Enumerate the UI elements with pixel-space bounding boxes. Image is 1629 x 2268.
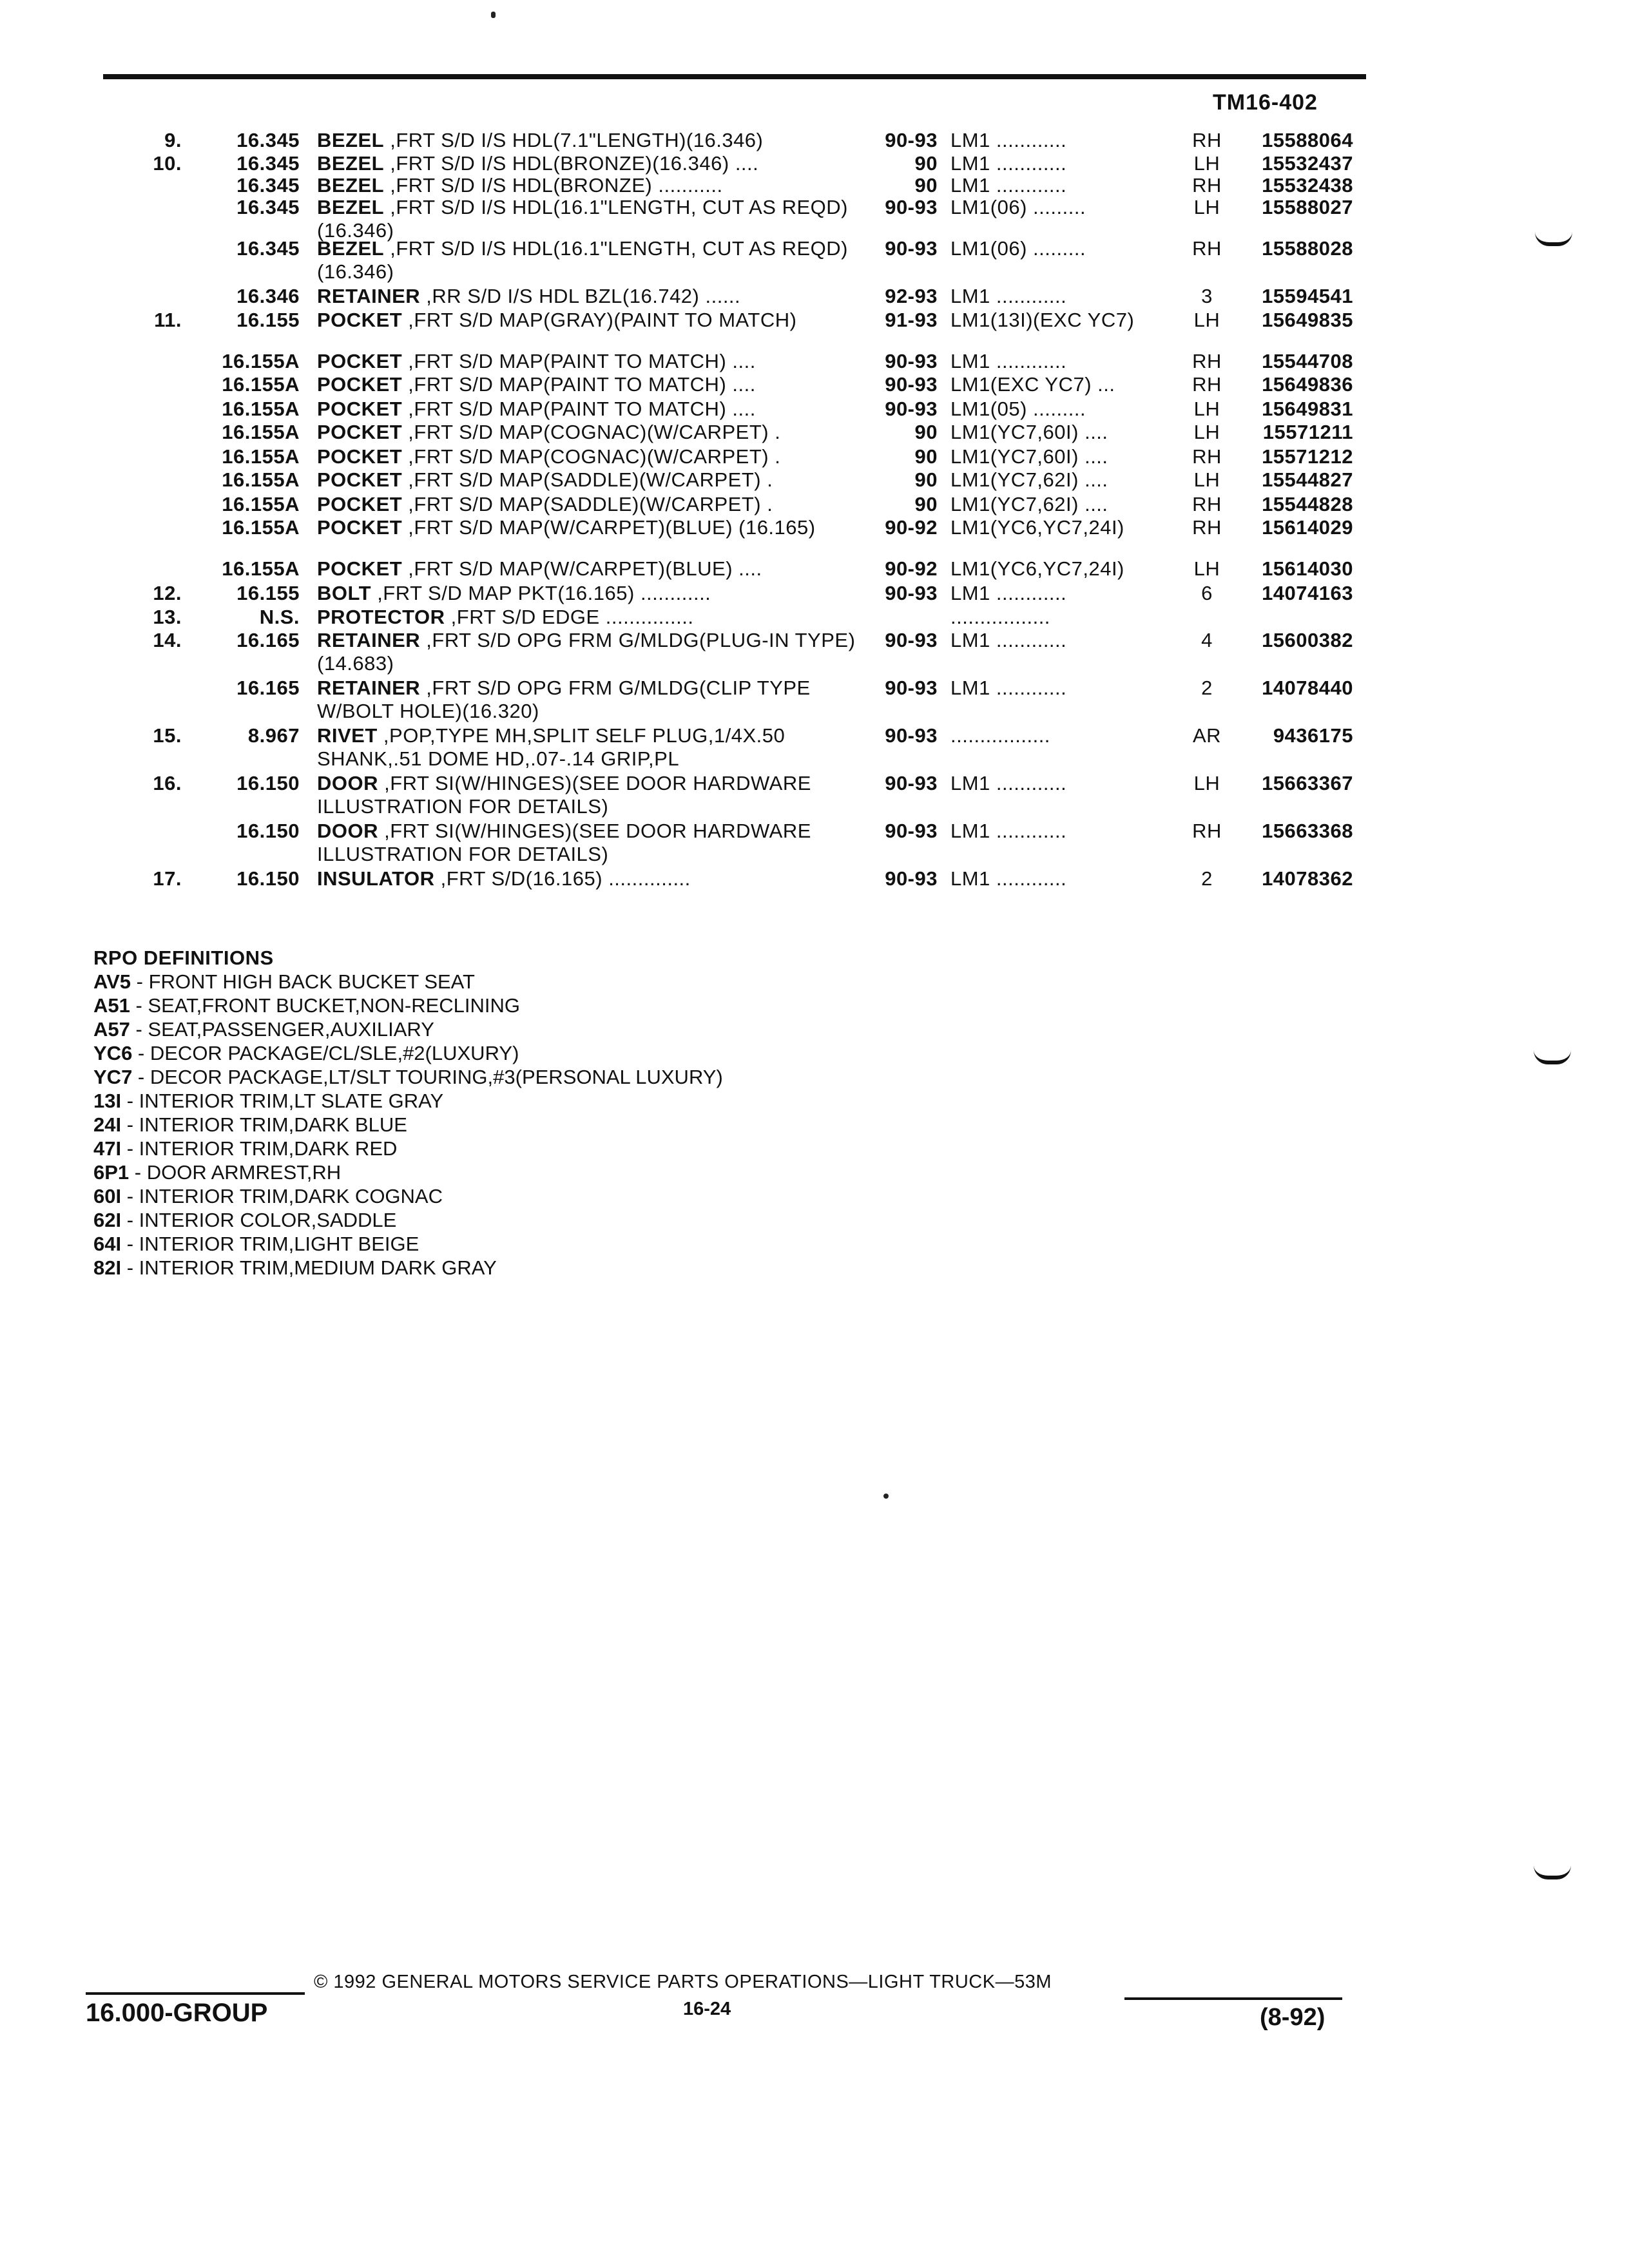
part-row: [0, 677, 1629, 724]
part-row: [0, 724, 1629, 772]
quantity: RH: [1192, 237, 1222, 260]
part-name: POCKET: [317, 350, 403, 372]
rpo-code: 6P1: [93, 1161, 130, 1184]
part-row: [0, 398, 1629, 421]
part-description: [317, 237, 865, 284]
model-years: 90-93: [885, 867, 938, 890]
part-number: 15614029: [1262, 516, 1353, 539]
part-description: [317, 606, 865, 629]
illustration-ref: 16.155A: [222, 421, 300, 443]
model-years: 90-92: [885, 516, 938, 539]
rpo-description: - SEAT,FRONT BUCKET,NON-RECLINING: [130, 994, 521, 1017]
part-number: 15614030: [1262, 557, 1353, 580]
model-years: 90-92: [885, 557, 938, 580]
model-years: 90-93: [885, 350, 938, 372]
quantity: RH: [1192, 516, 1222, 539]
part-detail: ,FRT S/D I/S HDL(BRONZE)(16.346) ....: [384, 152, 759, 175]
part-row: [0, 174, 1629, 196]
illustration-ref: 16.155A: [222, 398, 300, 420]
rpo-item: [93, 1160, 723, 1184]
rpo-item: [93, 1256, 723, 1280]
illustration-ref: 16.165: [236, 677, 300, 699]
part-detail: ,FRT S/D MAP(W/CARPET)(BLUE) (16.165): [402, 516, 816, 539]
quantity: LH: [1193, 309, 1220, 331]
quantity: 3: [1201, 285, 1213, 307]
rpo-code: YC7: [93, 1066, 133, 1088]
model-code: LM1 ............: [950, 152, 1067, 175]
illustration-ref: 16.155A: [222, 516, 300, 539]
part-row: [0, 152, 1629, 174]
footer-rule-right: [1124, 1997, 1342, 2000]
rpo-description: - INTERIOR TRIM,LIGHT BEIGE: [121, 1233, 419, 1255]
part-description: [317, 373, 865, 396]
part-number: 15588064: [1262, 129, 1353, 151]
part-row: [0, 309, 1629, 350]
part-name: BEZEL: [317, 196, 385, 218]
rpo-description: - DECOR PACKAGE,LT/SLT TOURING,#3(PERSONAL LUXURY): [132, 1066, 723, 1088]
illustration-ref: N.S.: [259, 606, 300, 628]
rpo-definitions: [93, 946, 723, 1280]
model-years: 90-93: [885, 582, 938, 604]
part-detail: ,FRT S/D OPG FRM G/MLDG(CLIP TYPE W/BOLT HOLE)(16.320): [317, 677, 811, 722]
part-number: 15571211: [1262, 421, 1353, 443]
model-years: 90: [914, 468, 938, 491]
part-detail: ,FRT S/D MAP(COGNAC)(W/CARPET) .: [402, 421, 781, 443]
model-code: LM1(13I)(EXC YC7): [950, 309, 1135, 331]
rpo-description: - INTERIOR TRIM,MEDIUM DARK GRAY: [121, 1256, 497, 1279]
rpo-item: [93, 1232, 723, 1256]
part-row: [0, 606, 1629, 629]
part-row: [0, 772, 1629, 820]
model-years: 90: [914, 421, 938, 443]
model-years: 90-93: [885, 398, 938, 420]
part-description: [317, 421, 865, 444]
part-description: [317, 629, 865, 675]
part-detail: ,FRT S/D MAP(SADDLE)(W/CARPET) .: [402, 493, 773, 515]
part-description: [317, 516, 865, 539]
model-years: 91-93: [885, 309, 938, 331]
part-detail: ,FRT S/D MAP(W/CARPET)(BLUE) ....: [402, 557, 762, 580]
part-name: INSULATOR: [317, 867, 435, 890]
document-id: TM16-402: [1213, 90, 1318, 115]
illustration-ref: 16.150: [236, 772, 300, 794]
part-detail: ,FRT S/D MAP(SADDLE)(W/CARPET) .: [402, 468, 773, 491]
part-detail: ,FRT SI(W/HINGES)(SEE DOOR HARDWARE ILLUSTRATION FOR DETAILS): [317, 820, 811, 865]
part-name: POCKET: [317, 309, 403, 331]
quantity: LH: [1193, 557, 1220, 580]
part-number: 15544828: [1262, 493, 1353, 515]
illustration-ref: 16.345: [236, 174, 300, 197]
part-detail: ,FRT S/D MAP(COGNAC)(W/CARPET) .: [402, 445, 781, 468]
part-description: [317, 285, 865, 308]
illustration-ref: 16.155A: [222, 445, 300, 468]
part-name: BOLT: [317, 582, 372, 604]
part-description: [317, 557, 865, 581]
copyright-text: © 1992 GENERAL MOTORS SERVICE PARTS OPERATIONS—LIGHT TRUCK—53M: [314, 1972, 1052, 1992]
part-number: 15544708: [1262, 350, 1353, 372]
part-number: 14078362: [1262, 867, 1353, 890]
illustration-ref: 16.345: [236, 152, 300, 175]
part-number: 14078440: [1262, 677, 1353, 699]
illustration-ref: 16.155A: [222, 557, 300, 580]
quantity: LH: [1193, 772, 1220, 794]
part-number: 15571212: [1262, 445, 1353, 468]
rpo-item: [93, 994, 723, 1017]
part-row: [0, 196, 1629, 242]
part-name: POCKET: [317, 493, 403, 515]
part-description: [317, 867, 865, 890]
part-name: POCKET: [317, 468, 403, 491]
model-years: 90-93: [885, 772, 938, 794]
rpo-description: - INTERIOR TRIM,DARK COGNAC: [121, 1185, 443, 1207]
quantity: LH: [1193, 398, 1220, 420]
rpo-code: YC6: [93, 1042, 133, 1064]
model-years: 90: [914, 152, 938, 175]
part-detail: ,POP,TYPE MH,SPLIT SELF PLUG,1/4X.50 SHANK,.51 DOME HD,.07-.14 GRIP,PL: [317, 724, 786, 770]
model-code: LM1 ............: [950, 820, 1067, 842]
part-name: POCKET: [317, 398, 403, 420]
rpo-code: 24I: [93, 1113, 122, 1136]
part-name: BEZEL: [317, 174, 385, 197]
part-row: [0, 468, 1629, 493]
rpo-code: 13I: [93, 1090, 122, 1112]
quantity: LH: [1193, 421, 1220, 443]
scan-swoosh-mark: [1534, 1050, 1571, 1064]
rpo-description: - INTERIOR TRIM,DARK BLUE: [121, 1113, 407, 1136]
rpo-item: [93, 1041, 723, 1065]
group-label: 16.000-GROUP: [86, 1999, 268, 2027]
item-number: 13.: [153, 606, 182, 628]
illustration-ref: 16.155: [236, 309, 300, 331]
rpo-item: [93, 1113, 723, 1137]
quantity: RH: [1192, 350, 1222, 372]
part-name: RIVET: [317, 724, 378, 747]
part-name: POCKET: [317, 516, 403, 539]
part-number: 9436175: [1273, 724, 1353, 747]
part-description: [317, 309, 865, 332]
part-row: [0, 582, 1629, 606]
item-number: 14.: [153, 629, 182, 651]
part-row: [0, 129, 1629, 152]
model-years: 90-93: [885, 237, 938, 260]
model-code: LM1(YC7,60I) ....: [950, 421, 1108, 443]
model-code: LM1(YC6,YC7,24I): [950, 557, 1124, 580]
item-number: 15.: [153, 724, 182, 747]
footer-rule-left: [86, 1992, 305, 1995]
part-row: [0, 493, 1629, 516]
part-description: [317, 582, 865, 605]
quantity: RH: [1192, 129, 1222, 151]
scan-swoosh-mark: [1534, 1865, 1571, 1879]
part-row: [0, 285, 1629, 309]
rpo-title: RPO DEFINITIONS: [93, 947, 274, 969]
part-row: [0, 867, 1629, 892]
part-name: BEZEL: [317, 129, 385, 151]
part-detail: ,FRT S/D MAP(GRAY)(PAINT TO MATCH): [402, 309, 797, 331]
rpo-code: 60I: [93, 1185, 122, 1207]
rpo-item: [93, 1137, 723, 1160]
model-years: 90-93: [885, 196, 938, 218]
part-description: [317, 350, 865, 373]
illustration-ref: 16.155A: [222, 373, 300, 396]
model-years: 90-93: [885, 629, 938, 651]
illustration-ref: 8.967: [247, 724, 300, 747]
part-description: [317, 152, 865, 175]
model-code: LM1(YC7,62I) ....: [950, 493, 1108, 515]
illustration-ref: 16.345: [236, 196, 300, 218]
model-code: LM1(YC7,60I) ....: [950, 445, 1108, 468]
rpo-description: - INTERIOR TRIM,DARK RED: [121, 1137, 398, 1160]
rpo-code: 62I: [93, 1209, 122, 1231]
part-detail: ,RR S/D I/S HDL BZL(16.742) ......: [420, 285, 741, 307]
item-number: 12.: [153, 582, 182, 604]
part-description: [317, 398, 865, 421]
part-name: POCKET: [317, 557, 403, 580]
model-code: LM1 ............: [950, 129, 1067, 151]
part-detail: ,FRT S/D MAP PKT(16.165) ............: [371, 582, 711, 604]
part-name: BEZEL: [317, 152, 385, 175]
rpo-item: [93, 1089, 723, 1113]
part-description: [317, 445, 865, 468]
item-number: 10.: [153, 152, 182, 175]
part-number: 15532438: [1262, 174, 1353, 197]
part-number: 15649835: [1262, 309, 1353, 331]
rpo-description: - INTERIOR TRIM,LT SLATE GRAY: [121, 1090, 444, 1112]
rpo-description: - DOOR ARMREST,RH: [129, 1161, 342, 1184]
model-code: LM1(YC7,62I) ....: [950, 468, 1108, 491]
part-row: [0, 629, 1629, 677]
model-years: 90-93: [885, 129, 938, 151]
part-row: [0, 557, 1629, 582]
part-description: [317, 196, 865, 242]
rpo-code: AV5: [93, 970, 131, 993]
model-code: LM1 ............: [950, 772, 1067, 794]
quantity: RH: [1192, 174, 1222, 197]
rpo-code: 47I: [93, 1137, 122, 1160]
part-name: DOOR: [317, 820, 378, 842]
scan-mark: [491, 12, 496, 18]
illustration-ref: 16.165: [236, 629, 300, 651]
part-description: [317, 174, 865, 197]
model-code: LM1(06) .........: [950, 237, 1086, 260]
illustration-ref: 16.150: [236, 867, 300, 890]
item-number: 11.: [154, 309, 182, 331]
illustration-ref: 16.345: [236, 129, 300, 151]
part-number: 15588027: [1262, 196, 1353, 218]
part-description: [317, 468, 865, 492]
quantity: RH: [1192, 445, 1222, 468]
model-code: LM1(EXC YC7) ...: [950, 373, 1115, 396]
part-description: [317, 820, 865, 866]
header-rule: [103, 74, 1366, 79]
revision-date: (8-92): [1260, 2004, 1325, 2031]
model-code: LM1(YC6,YC7,24I): [950, 516, 1124, 539]
part-number: 15600382: [1262, 629, 1353, 651]
illustration-ref: 16.345: [236, 237, 300, 260]
part-number: 15588028: [1262, 237, 1353, 260]
quantity: 4: [1201, 629, 1213, 651]
quantity: 2: [1201, 867, 1213, 890]
illustration-ref: 16.346: [236, 285, 300, 307]
model-years: 90: [914, 493, 938, 515]
part-name: PROTECTOR: [317, 606, 445, 628]
quantity: RH: [1192, 373, 1222, 396]
page-number: 16-24: [683, 1999, 731, 2019]
model-years: 90-93: [885, 677, 938, 699]
quantity: 6: [1201, 582, 1213, 604]
scan-speck: [883, 1494, 889, 1499]
rpo-item: [93, 1017, 723, 1041]
part-row: [0, 350, 1629, 373]
model-code: .................: [950, 724, 1050, 747]
part-number: 15649831: [1262, 398, 1353, 420]
part-detail: ,FRT S/D EDGE ...............: [445, 606, 694, 628]
model-code: LM1 ............: [950, 629, 1067, 651]
part-detail: ,FRT S/D MAP(PAINT TO MATCH) ....: [402, 373, 756, 396]
part-detail: ,FRT S/D OPG FRM G/MLDG(PLUG-IN TYPE)(14.683): [317, 629, 856, 675]
model-code: LM1(05) .........: [950, 398, 1086, 420]
illustration-ref: 16.155: [236, 582, 300, 604]
rpo-code: A57: [93, 1018, 130, 1041]
rpo-description: - INTERIOR COLOR,SADDLE: [121, 1209, 397, 1231]
rpo-list: [93, 970, 723, 1280]
illustration-ref: 16.155A: [222, 493, 300, 515]
model-years: 92-93: [885, 285, 938, 307]
illustration-ref: 16.155A: [222, 350, 300, 372]
item-number: 17.: [153, 867, 182, 890]
part-number: 14074163: [1262, 582, 1353, 604]
rpo-code: A51: [93, 994, 130, 1017]
part-name: RETAINER: [317, 285, 421, 307]
part-detail: ,FRT S/D I/S HDL(16.1"LENGTH, CUT AS REQD)(16.346): [317, 196, 848, 242]
part-detail: ,FRT S/D I/S HDL(BRONZE) ...........: [384, 174, 723, 197]
part-number: 15649836: [1262, 373, 1353, 396]
part-name: RETAINER: [317, 677, 421, 699]
part-number: 15544827: [1262, 468, 1353, 491]
model-years: 90-93: [885, 820, 938, 842]
part-number: 15594541: [1262, 285, 1353, 307]
part-name: POCKET: [317, 421, 403, 443]
quantity: RH: [1192, 820, 1222, 842]
model-years: 90-93: [885, 373, 938, 396]
rpo-item: [93, 970, 723, 994]
model-years: 90: [914, 174, 938, 197]
illustration-ref: 16.155A: [222, 468, 300, 491]
part-name: POCKET: [317, 445, 403, 468]
part-detail: ,FRT S/D I/S HDL(7.1"LENGTH)(16.346): [384, 129, 764, 151]
rpo-item: [93, 1208, 723, 1232]
parts-list: [0, 129, 1629, 892]
part-row: [0, 237, 1629, 285]
part-description: [317, 677, 865, 723]
rpo-description: - SEAT,PASSENGER,AUXILIARY: [130, 1018, 434, 1041]
part-name: DOOR: [317, 772, 378, 794]
model-code: .................: [950, 606, 1050, 628]
model-years: 90-93: [885, 724, 938, 747]
part-row: [0, 421, 1629, 445]
part-detail: ,FRT S/D I/S HDL(16.1"LENGTH, CUT AS REQD)(16.346): [317, 237, 848, 283]
item-number: 9.: [164, 129, 182, 151]
model-code: LM1 ............: [950, 677, 1067, 699]
part-row: [0, 445, 1629, 468]
rpo-description: - FRONT HIGH BACK BUCKET SEAT: [131, 970, 475, 993]
model-code: LM1 ............: [950, 867, 1067, 890]
part-row: [0, 820, 1629, 867]
part-detail: ,FRT S/D(16.165) ..............: [434, 867, 691, 890]
quantity: LH: [1193, 468, 1220, 491]
model-code: LM1 ............: [950, 582, 1067, 604]
part-description: [317, 724, 865, 771]
part-description: [317, 772, 865, 818]
quantity: AR: [1192, 724, 1222, 747]
part-description: [317, 493, 865, 516]
quantity: LH: [1193, 152, 1220, 175]
part-name: RETAINER: [317, 629, 421, 651]
illustration-ref: 16.150: [236, 820, 300, 842]
rpo-description: - DECOR PACKAGE/CL/SLE,#2(LUXURY): [132, 1042, 519, 1064]
rpo-item: [93, 1065, 723, 1089]
rpo-code: 64I: [93, 1233, 122, 1255]
model-code: LM1 ............: [950, 174, 1067, 197]
rpo-item: [93, 1184, 723, 1208]
quantity: LH: [1193, 196, 1220, 218]
part-number: 15532437: [1262, 152, 1353, 175]
item-number: 16.: [153, 772, 182, 794]
model-code: LM1 ............: [950, 285, 1067, 307]
part-number: 15663367: [1262, 772, 1353, 794]
part-detail: ,FRT S/D MAP(PAINT TO MATCH) ....: [402, 350, 756, 372]
part-row: [0, 516, 1629, 557]
part-description: [317, 129, 865, 152]
rpo-code: 82I: [93, 1256, 122, 1279]
quantity: 2: [1201, 677, 1213, 699]
model-code: LM1(06) .........: [950, 196, 1086, 218]
part-number: 15663368: [1262, 820, 1353, 842]
part-detail: ,FRT SI(W/HINGES)(SEE DOOR HARDWARE ILLUSTRATION FOR DETAILS): [317, 772, 811, 818]
part-name: POCKET: [317, 373, 403, 396]
quantity: RH: [1192, 493, 1222, 515]
part-name: BEZEL: [317, 237, 385, 260]
part-row: [0, 373, 1629, 398]
model-code: LM1 ............: [950, 350, 1067, 372]
model-years: 90: [914, 445, 938, 468]
part-detail: ,FRT S/D MAP(PAINT TO MATCH) ....: [402, 398, 756, 420]
